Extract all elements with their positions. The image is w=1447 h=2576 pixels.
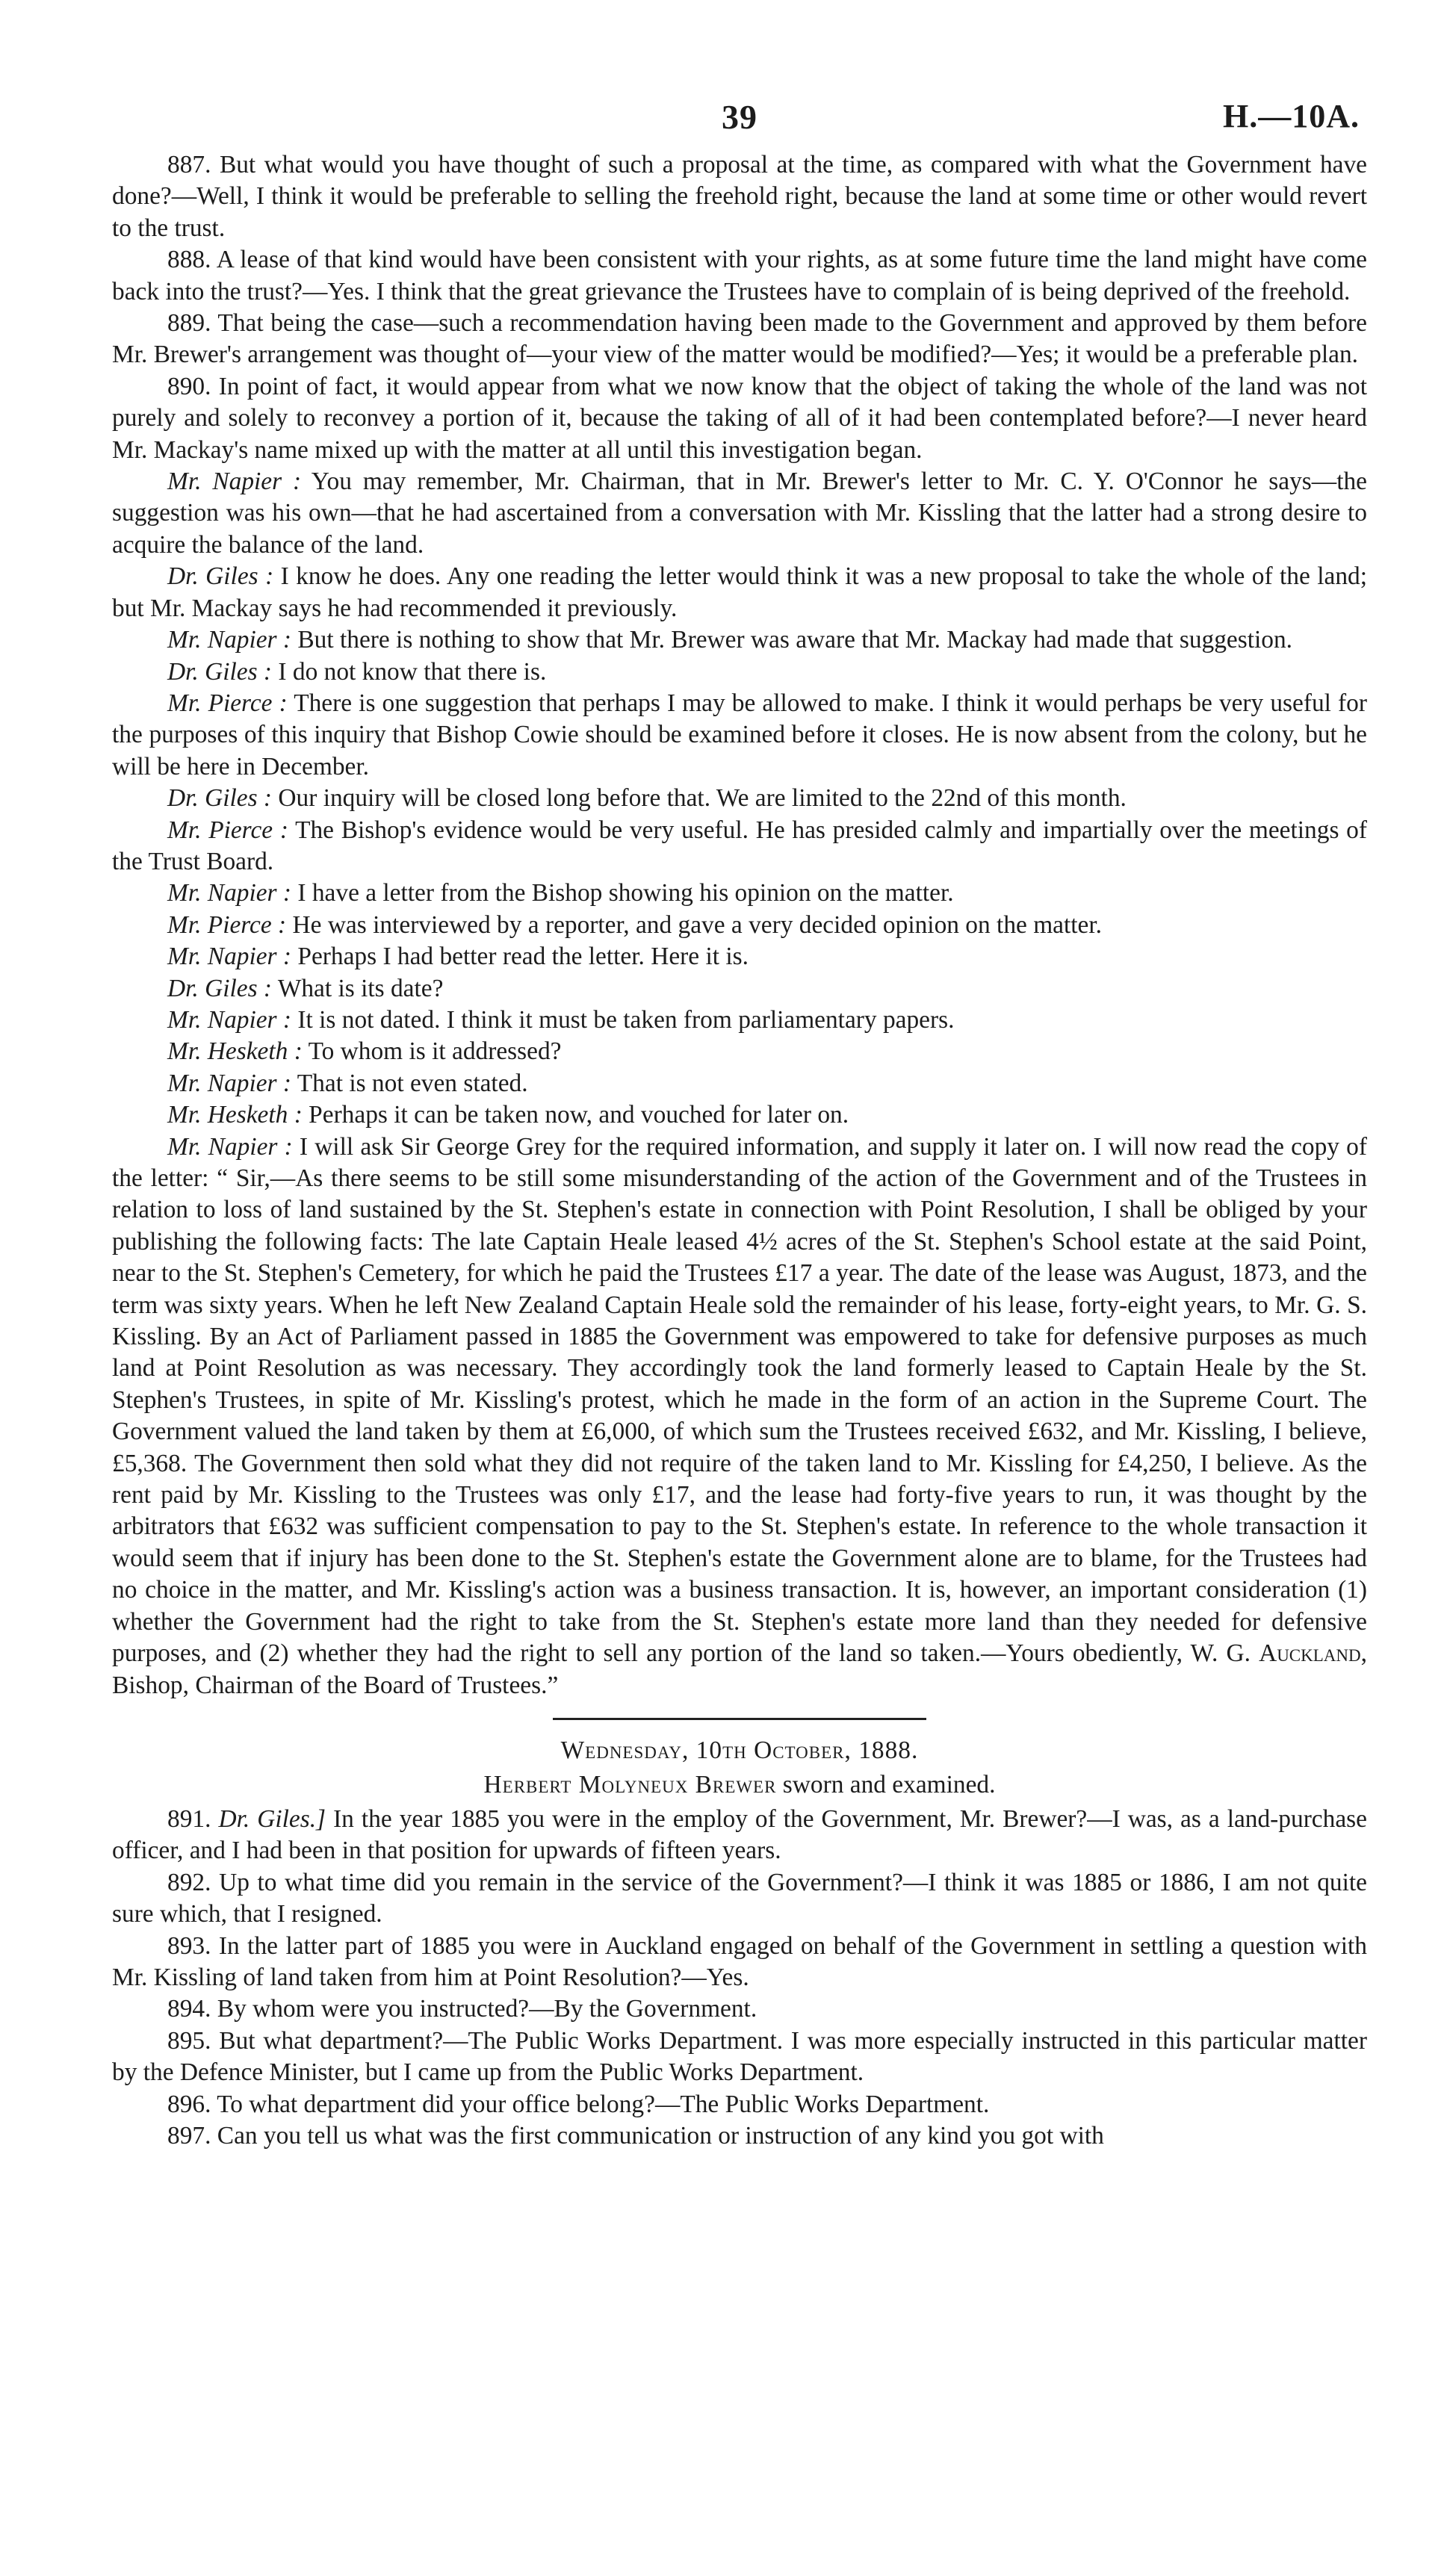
dialogue-paragraph [112,973,1367,1005]
speaker-name: Mr. Napier : [167,1069,292,1097]
dialogue-text: There is one suggestion that perhaps I may be allowed to make. I think it would perhaps be very useful for the purposes of this inquiry that Bishop Cowie should be examined before it closes. He is now absent from the colony, but he will be here in December. [112,689,1367,780]
letter-paragraph [112,1132,1367,1701]
testimony-paragraph [112,2120,1367,2152]
section-divider [553,1718,926,1720]
speaker-name: Mr. Hesketh : [167,1101,303,1129]
testimony-paragraph [112,2026,1367,2089]
speaker-name: Mr. Napier : [167,1005,292,1034]
speaker-name: Dr. Giles : [167,974,273,1002]
testimony-paragraph [112,2089,1367,2120]
witness-status: sworn and examined. [776,1770,996,1798]
testimony-before [112,149,1367,466]
paragraph-text: Can you tell us what was the first communication or instruction of any kind you got with [217,2121,1104,2150]
dialogue-section [112,466,1367,1701]
speaker-name: Dr. Giles : [167,784,273,813]
speaker-name: Mr. Pierce : [167,689,288,717]
speaker-name: Mr. Napier : [167,943,292,971]
dialogue-paragraph [112,561,1367,624]
testimony-paragraph [112,371,1367,466]
speaker-name: Dr. Giles : [167,657,273,686]
dialogue-text: He was interviewed by a reporter, and gave a very decided opinion on the matter. [292,910,1102,939]
paragraph-text: But what department?—The Public Works Department. I was more especially instructed in this particular matter by the Defence Minister, but I came up from the Public Works Department. [112,2026,1367,2087]
document-reference: H.—10A. [1223,98,1360,134]
paragraph-text: But what would you have thought of such a proposal at the time, as compared with what the Government have done?—Well, I think it would be preferable to selling the freehold right, because the land at some time or other would revert to the trust. [112,151,1367,242]
dialogue-paragraph [112,1005,1367,1036]
question-number: 892. [167,1868,211,1896]
question-number: 896. [167,2090,211,2118]
dialogue-text: That is not even stated. [297,1069,528,1097]
testimony-paragraph [112,244,1367,308]
session-date-heading: Wednesday, 10th October, 1888. [560,1736,919,1764]
dialogue-paragraph [112,688,1367,783]
paragraph-text: Up to what time did you remain in the service of the Government?—I think it was 1885 or 1886, I am not quite sure which, that I resigned. [112,1868,1367,1928]
page-number: 39 [722,98,757,136]
question-number: 891. [167,1804,211,1833]
question-number: 888. [167,246,211,274]
letter-signature: Auckland [1259,1639,1361,1668]
dialogue-paragraph [112,1068,1367,1099]
question-number: 890. [167,372,211,400]
witness-heading [112,1768,1367,1802]
dialogue-paragraph [112,941,1367,972]
dialogue-text: I have a letter from the Bishop showing his opinion on the matter. [297,879,954,907]
paragraph-text: To what department did your office belong?—The Public Works Department. [217,2090,990,2118]
dialogue-text: What is its date? [277,974,444,1002]
question-number: 887. [167,151,211,179]
paragraph-text: In the year 1885 you were in the employ of the Government, Mr. Brewer?—I was, as a land-purchase officer, and I had been in that position for upwards of fifteen years. [112,1804,1367,1865]
dialogue-text: The Bishop's evidence would be very useful. He has presided calmly and impartially over the meetings of the Trust Board. [112,816,1367,875]
paragraph-text: A lease of that kind would have been consistent with your rights, as at some future time the land might have come back into the trust?—Yes. I think that the great grievance the Trustees have to complain of is being deprived of the freehold. [112,246,1367,305]
dialogue-text: You may remember, Mr. Chairman, that in Mr. Brewer's letter to Mr. C. Y. O'Connor he says—the suggestion was his own—that he had ascertained from a conversation with Mr. Kissling that the latter had a strong desire to acquire the balance of the land. [112,468,1367,559]
speaker-name: Dr. Giles : [167,562,274,591]
testimony-after [112,1804,1367,2152]
dialogue-text: It is not dated. I think it must be taken from parliamentary papers. [297,1005,955,1034]
question-number: 889. [167,309,211,338]
testimony-paragraph [112,308,1367,371]
dialogue-paragraph [112,657,1367,688]
dialogue-paragraph [112,783,1367,814]
question-number: 897. [167,2121,211,2150]
testimony-paragraph [112,1867,1367,1931]
dialogue-paragraph [112,466,1367,561]
testimony-paragraph [112,149,1367,244]
testimony-paragraph [112,1804,1367,1867]
speaker-name: Mr. Pierce : [167,910,287,939]
question-number: 893. [167,1931,211,1960]
paragraph-text: By whom were you instructed?—By the Government. [217,1995,757,2023]
speaker-name: Mr. Napier : [167,468,302,496]
dialogue-paragraph [112,1036,1367,1067]
letter-closing: , Bishop, Chairman of the Board of Trustees.” [112,1639,1367,1699]
dialogue-text: Perhaps I had better read the letter. Here it is. [297,943,749,971]
dialogue-text: I do not know that there is. [278,657,547,686]
witness-name: Herbert Molyneux Brewer [483,1770,777,1798]
speaker-name: Mr. Napier : [167,1132,293,1161]
page-header [112,90,1367,149]
testimony-paragraph [112,1931,1367,1994]
paragraph-text: In point of fact, it would appear from what we now know that the object of taking the whole of the land was not purely and solely to reconvey a portion of it, because the taking of all of it had been contemplated before?—I never heard Mr. Mackay's name mixed up with the matter at all until this investigation began. [112,372,1367,464]
paragraph-text: In the latter part of 1885 you were in Auckland engaged on behalf of the Government in settling a question with Mr. Kissling of land taken from him at Point Resolution?—Yes. [112,1931,1367,1991]
dialogue-paragraph [112,1099,1367,1131]
dialogue-text: Our inquiry will be closed long before that. We are limited to the 22nd of this month. [278,784,1127,813]
testimony-paragraph [112,1993,1367,2025]
speaker-name: Mr. Pierce : [167,816,288,844]
document-page [112,90,1367,2152]
speaker-name: Mr. Napier : [167,879,292,907]
dialogue-paragraph [112,878,1367,909]
dialogue-paragraph [112,815,1367,878]
speaker-name: Mr. Napier : [167,626,292,654]
speaker-name: Mr. Hesketh : [167,1037,303,1066]
dialogue-text: I know he does. Any one reading the letter would think it was a new proposal to take the whole of the land; but Mr. Mackay says he had recommended it previously. [112,562,1367,622]
dialogue-paragraph [112,910,1367,941]
speaker-name: Dr. Giles.] [218,1804,326,1833]
letter-text: I will ask Sir George Grey for the required information, and supply it later on. I will now read the copy of the letter: “ Sir,—As there seems to be still some misunderstanding of the action of the Government and of the Trustees in relation to loss of land sustained by the St. Stephen's estate in connection with Point Resolution, I shall be obliged by your publishing the following facts: The late Captain Heale leased 4½ acres of the St. Stephen's School estate at the said Point, near to the St. Stephen's Cemetery, for which he paid the Trustees £17 a year. The date of the lease was August, 1873, and the term was sixty years. When he left New Zealand Captain Heale sold the remainder of his lease, forty-eight years, to Mr. G. S. Kissling. By an Act of Parliament passed in 1885 the Government was empowered to take for defensive purposes as much land at Point Resolution as was necessary. They accordingly took the land formerly leased to Captain Heale by the St. Stephen's Trustees, in spite of Mr. Kissling's protest, which he made in the form of an action in the Supreme Court. The Government valued the land taken by them at £6,000, of which sum the Trustees received £632, and Mr. Kissling, I believe, £5,368. The Government then sold what they did not require of the taken land to Mr. Kissling for £4,250, I believe. As the rent paid by Mr. Kissling to the Trustees was only £17, and the lease had forty-five years to run, it was thought by the arbitrators that £632 was sufficient compensation to pay to the St. Stephen's estate. In reference to the whole transaction it would seem that if injury has been done to the St. Stephen's estate the Government alone are to blame, for the Trustees had no choice in the matter, and Mr. Kissling's action was a business transaction. It is, however, an important consideration (1) whether the Government had the right to take from the St. Stephen's estate more land than they needed for defensive purposes, and (2) whether they had the right to sell any portion of the land so taken.—Yours obediently, W. G. [112,1132,1367,1668]
dialogue-text: Perhaps it can be taken now, and vouched for later on. [309,1101,849,1129]
question-number: 895. [167,2026,211,2055]
dialogue-text: But there is nothing to show that Mr. Brewer was aware that Mr. Mackay had made that suggestion. [297,626,1293,654]
question-number: 894. [167,1995,211,2023]
paragraph-text: That being the case—such a recommendation having been made to the Government and approved by them before Mr. Brewer's arrangement was thought of—your view of the matter would be modified?—Yes; it would be a preferable plan. [112,309,1367,369]
dialogue-text: To whom is it addressed? [308,1037,562,1066]
dialogue-paragraph [112,624,1367,656]
